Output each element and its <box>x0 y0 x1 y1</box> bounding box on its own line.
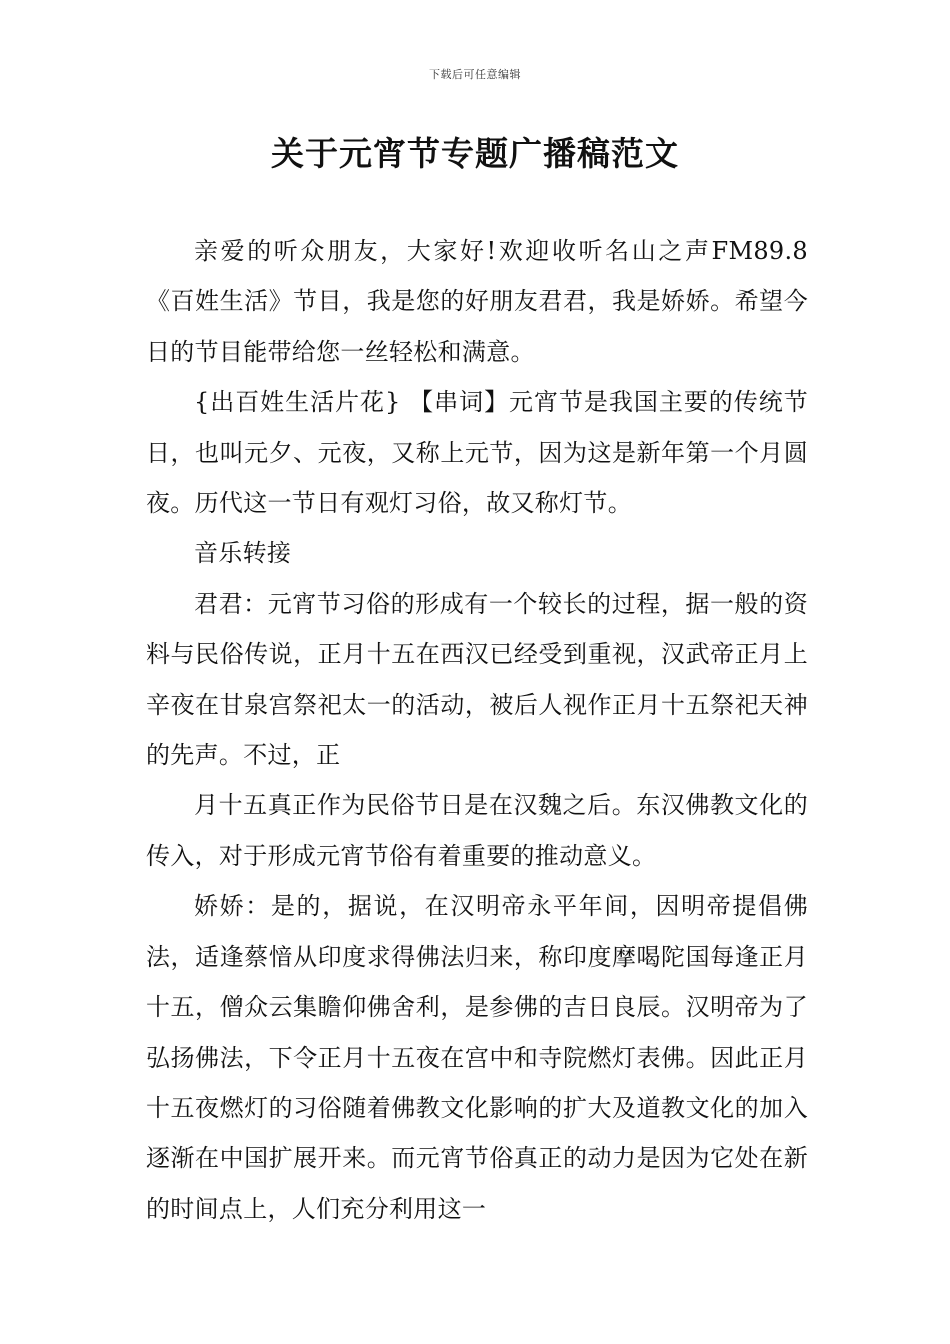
paragraph-greeting: 亲爱的听众朋友，大家好!欢迎收听名山之声FM89.8《百姓生活》节目，我是您的好朋友君君，我是娇娇。希望今日的节目能带给您一丝轻松和满意。 <box>146 237 808 366</box>
document-body <box>146 226 808 1234</box>
page-header-note: 下载后可任意编辑 <box>429 68 521 81</box>
paragraph-music-transition: 音乐转接 <box>194 539 292 568</box>
document-title: 关于元宵节专题广播稿范文 <box>271 134 679 173</box>
paragraph-junjun: 君君：元宵节习俗的形成有一个较长的过程，据一般的资料与民俗传说，正月十五在西汉已经受到重视，汉武帝正月上辛夜在甘泉宫祭祀太一的活动，被后人视作正月十五祭祀天神的先声。不过，正 <box>146 589 808 770</box>
paragraph-jiaojiao: 娇娇：是的，据说，在汉明帝永平年间，因明帝提倡佛法，适逢蔡愔从印度求得佛法归来，称印度摩喝陀国每逢正月十五，僧众云集瞻仰佛舍利，是参佛的吉日良辰。汉明帝为了弘扬佛法，下令正月十五夜在宫中和寺院燃灯表佛。因此正月十五夜燃灯的习俗随着佛教文化影响的扩大及道教文化的加入逐渐在中国扩展开来。而元宵节俗真正的动力是因为它处在新的时间点上，人们充分利用这一 <box>146 892 808 1223</box>
paragraph-continuation: 月十五真正作为民俗节日是在汉魏之后。东汉佛教文化的传入，对于形成元宵节俗有着重要的推动意义。 <box>146 791 808 870</box>
paragraph-intro: {出百姓生活片花} 【串词】元宵节是我国主要的传统节日，也叫元夕、元夜，又称上元节，因为这是新年第一个月圆夜。历代这一节日有观灯习俗，故又称灯节。 <box>146 388 808 518</box>
